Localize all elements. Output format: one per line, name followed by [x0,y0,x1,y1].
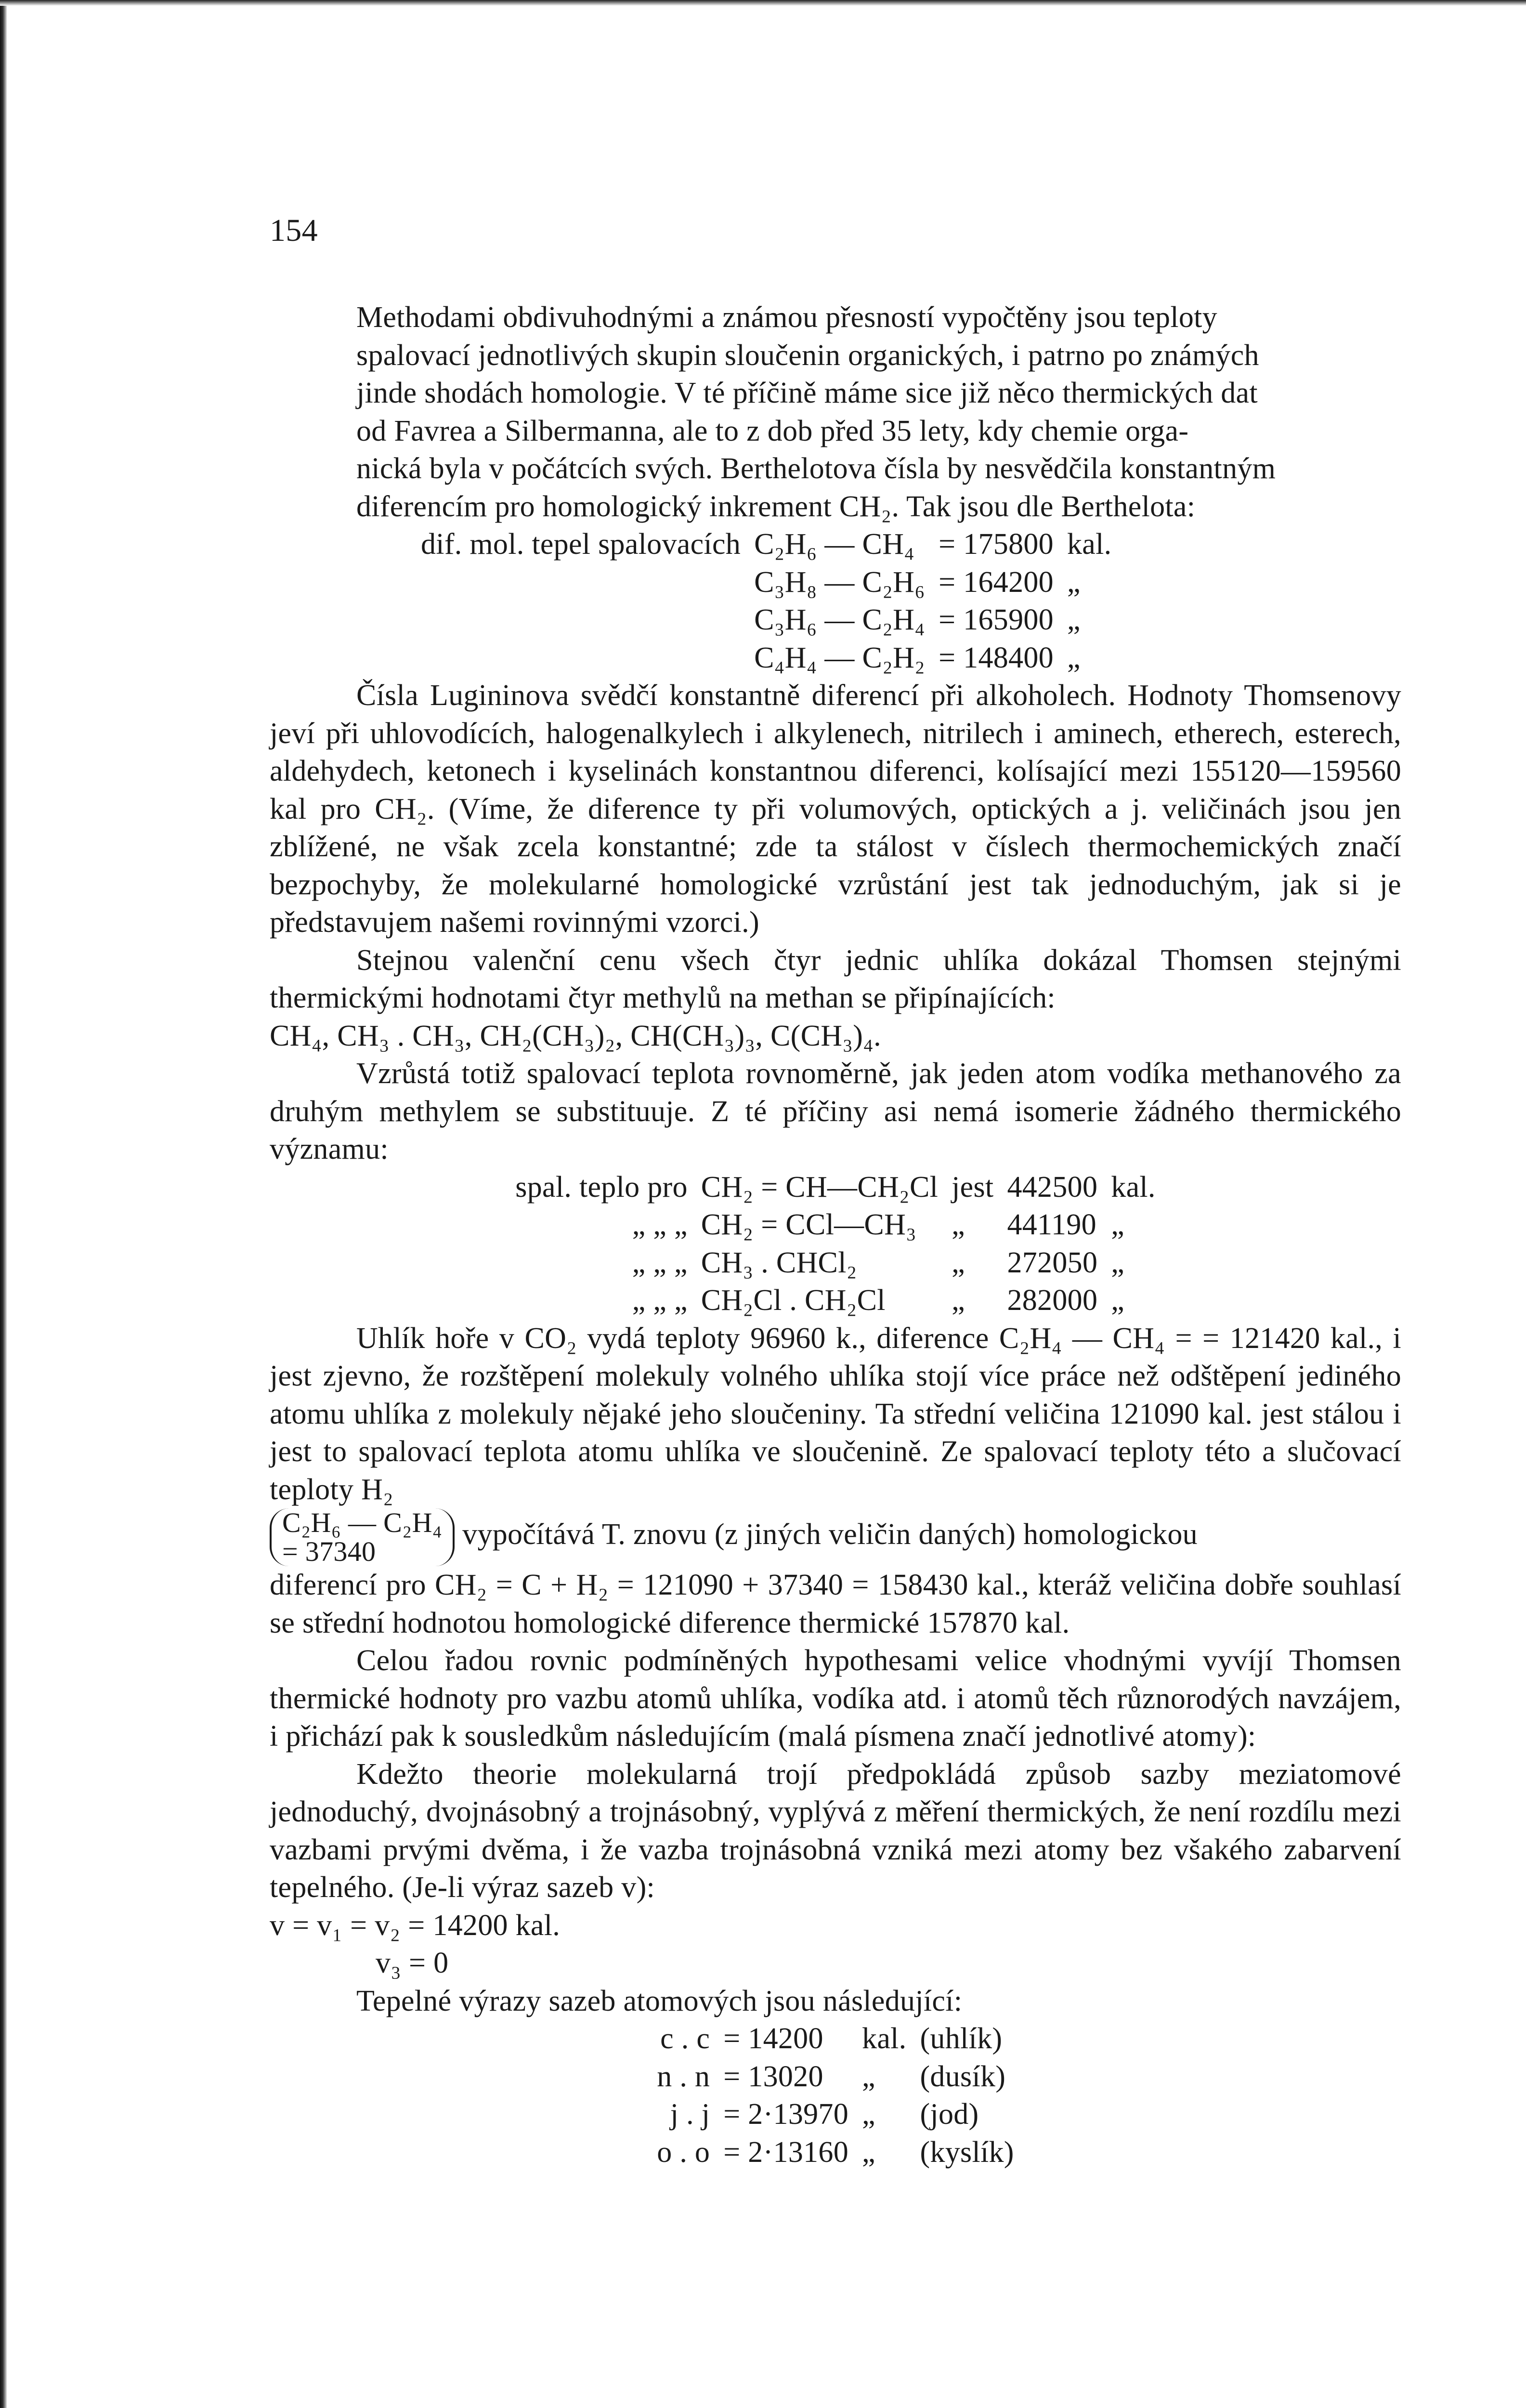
berthelot-value: = 165900 [939,603,1054,636]
berthelot-formula: C₂H₆ — CH₄ [754,528,915,561]
berthelot-formula: C₃H₆ — C₂H₄ [754,603,926,636]
berthelot-value: = 175800 [939,528,1054,561]
p1-line-5: nická byla v počátcích svých. Berthelotova čísla by nesvědčila konstantným [356,452,1276,485]
table-row [650,2020,1021,2058]
table-row [509,1244,1162,1282]
berthelot-intro: dif. mol. tepel spalovacích [421,528,741,561]
isomer-unit: „ [1111,1246,1125,1279]
berthelot-formula: C₄H₄ — C₂H₂ [754,641,926,674]
berthelot-unit: „ [1067,641,1081,674]
bond-name: (jod) [920,2098,979,2131]
bond-pair: c . c [660,2022,710,2055]
isomer-unit: „ [1111,1284,1125,1317]
table-row [650,2058,1021,2096]
paragraph-7: Celou řadou rovnic podmíněných hypothesami velice vhodnými vyvíjí Thomsen thermické hodnoty pro vazbu atomů uhlíka, vodíka atd. i atomů těch různorodých navzájem, i přichází pak k sousledkům následujícím (malá písmena značí jednotlivé atomy): [270,1644,1401,1753]
isomer-formula: CH₃ . CHCl₂ [701,1246,857,1279]
paragraph-3: Stejnou valenční cenu všech čtyr jednic uhlíka dokázal Thomsen stejnými thermickými hodnotami čtyr methylů na methan se připínajících: [270,943,1401,1014]
brace-bottom: = 37340 [282,1536,376,1567]
berthelot-unit: „ [1067,603,1081,636]
paragraph-8: Kdežto theorie molekularná trojí předpokládá způsob sazby meziatomové jednoduchý, dvojnásobný a trojnásobný, vyplývá z měření thermických, že není rozdílu mezi vazbami prvými dvěma, i že vazba trojnásobná vzniká mezi atomy bez všakého zabarvení tepelného. (Je-li výraz sazeb v): [270,1757,1401,1904]
page-top-shadow [0,0,1526,6]
p1-line-2: spalovací jednotlivých skupin sloučenin organických, i patrno po známých [356,339,1259,372]
table-row [414,639,1118,677]
isomer-formula: CH₂ = CH—CH₂Cl [701,1170,939,1204]
p1-line-4: od Favrea a Silbermanna, ale to z dob před 35 lety, kdy chemie orga- [356,414,1189,447]
isomer-value: 441190 [1007,1208,1096,1241]
bond-name: (kyslík) [920,2135,1014,2169]
bond-unit: „ [862,2098,875,2131]
paragraph-9: Tepelné výrazy sazeb atomových jsou následující: [356,1984,963,2017]
table-row [414,525,1118,563]
bond-name: (dusík) [920,2060,1006,2093]
brace-top: C₂H₆ — C₂H₄ [282,1507,443,1538]
paragraph-1 [270,299,1401,525]
table-row [414,601,1118,639]
page-edge-shadow [0,0,7,2408]
table-row [650,2095,1021,2133]
isomer-jest: „ [952,1208,965,1241]
bond-pair: j . j [670,2098,710,2131]
isomer-jest: „ [952,1246,965,1279]
v-equation-2: v₃ = 0 [376,1947,449,1979]
isomer-lead: „ „ „ [632,1208,688,1241]
berthelot-unit: kal. [1067,528,1112,561]
bond-name: (uhlík) [920,2022,1003,2055]
isomer-value: 272050 [1007,1246,1098,1279]
paragraph-4: Vzrůstá totiž spalovací teplota rovnoměrně, jak jeden atom vodíka methanového za druhým methylem se substituuje. Z té příčiny asi nemá isomerie žádného thermického významu: [270,1057,1401,1165]
bond-value: = 2·13160 [723,2135,849,2169]
table-row [509,1168,1162,1206]
berthelot-value: = 164200 [939,565,1054,599]
page-body [270,299,1401,2171]
table-row [650,2133,1021,2172]
berthelot-table [414,525,1118,677]
bond-unit: „ [862,2060,875,2093]
p1-line-6: diferencím pro homologický inkrement CH₂. Tak jsou dle Berthelota: [356,490,1196,523]
isomer-lead: spal. teplo pro [515,1170,688,1204]
paragraph-5: Uhlík hoře v CO₂ vydá teploty 96960 k., diference C₂H₄ — CH₄ = = 121420 kal., i jest zjevno, že rozštěpení molekuly volného uhlíka stojí více práce než odštěpení jediného atomu uhlíka z molekuly nějaké jeho sloučeniny. Ta střední veličina 121090 kal. jest stálou i jest to spalovací teplota atomu uhlíka ve sloučenině. Ze spalovací teploty této a slučovací teploty H₂ [270,1322,1401,1506]
methyl-formula: CH₄, CH₃ . CH₃, CH₂(CH₃)₂, CH(CH₃)₃, C(CH₃)₄. [270,1019,881,1052]
paragraph-2: Čísla Lugininova svědčí konstantně diferencí při alkoholech. Hodnoty Thomsenovy jeví při uhlovodících, halogenalkylech i alkylenech, nitrilech i aminech, etherech, esterech, aldehydech, ketonech i kyselinách konstantnou diferenci, kolísající mezi 155120—159560 kal pro CH₂. (Víme, že diference ty při volumových, optických a j. veličinách jsou jen zblížené, ne však zcela konstantné; zde ta stálost v číslech thermochemických značí bezpochyby, že molekularné homologické vzrůstání jest tak jednoduchým, jak si je představujem našemi rovinnými vzorci.) [270,679,1401,939]
p6a-text: vypočítává T. znovu (z jiných veličin daných) homologickou [462,1518,1198,1551]
isomer-unit: kal. [1111,1170,1156,1204]
bond-unit: kal. [862,2022,907,2055]
isomer-unit: „ [1111,1208,1125,1241]
bond-value: = 2·13970 [723,2098,849,2131]
bond-value: = 13020 [723,2060,823,2093]
isomer-value: 282000 [1007,1284,1098,1317]
berthelot-formula: C₃H₈ — C₂H₆ [754,565,926,599]
table-row [509,1282,1162,1320]
isomer-formula: CH₂Cl . CH₂Cl [701,1284,886,1317]
bond-pair: n . n [657,2060,710,2093]
p1-line-3: jinde shodách homologie. V té příčině máme sice již něco thermických dat [356,377,1258,409]
isomer-jest: jest [952,1170,994,1204]
brace-expression [270,1508,455,1566]
p1-line-1: Methodami obdivuhodnými a známou přesností vypočtěny jsou teploty [356,301,1217,334]
page-number: 154 [270,213,318,248]
v-equation-1: v = v₁ = v₂ = 14200 kal. [270,1909,561,1942]
berthelot-unit: „ [1067,565,1081,599]
isomer-lead: „ „ „ [632,1246,688,1279]
isomer-jest: „ [952,1284,965,1317]
paragraph-6-start [270,1508,1401,1566]
isomer-lead: „ „ „ [632,1284,688,1317]
bond-table [650,2020,1021,2171]
bond-pair: o . o [657,2135,710,2169]
isomer-table [509,1168,1162,1320]
isomer-value: 442500 [1007,1170,1098,1204]
paragraph-6: diferencí pro CH₂ = C + H₂ = 121090 + 37340 = 158430 kal., kteráž veličina dobře souhlasí se střední hodnotou homologické diference thermické 157870 kal. [270,1569,1401,1639]
isomer-formula: CH₂ = CCl—CH₃ [701,1208,917,1241]
table-row [509,1206,1162,1244]
table-row [414,563,1118,602]
bond-value: = 14200 [723,2022,823,2055]
bond-unit: „ [862,2135,875,2169]
berthelot-value: = 148400 [939,641,1054,674]
